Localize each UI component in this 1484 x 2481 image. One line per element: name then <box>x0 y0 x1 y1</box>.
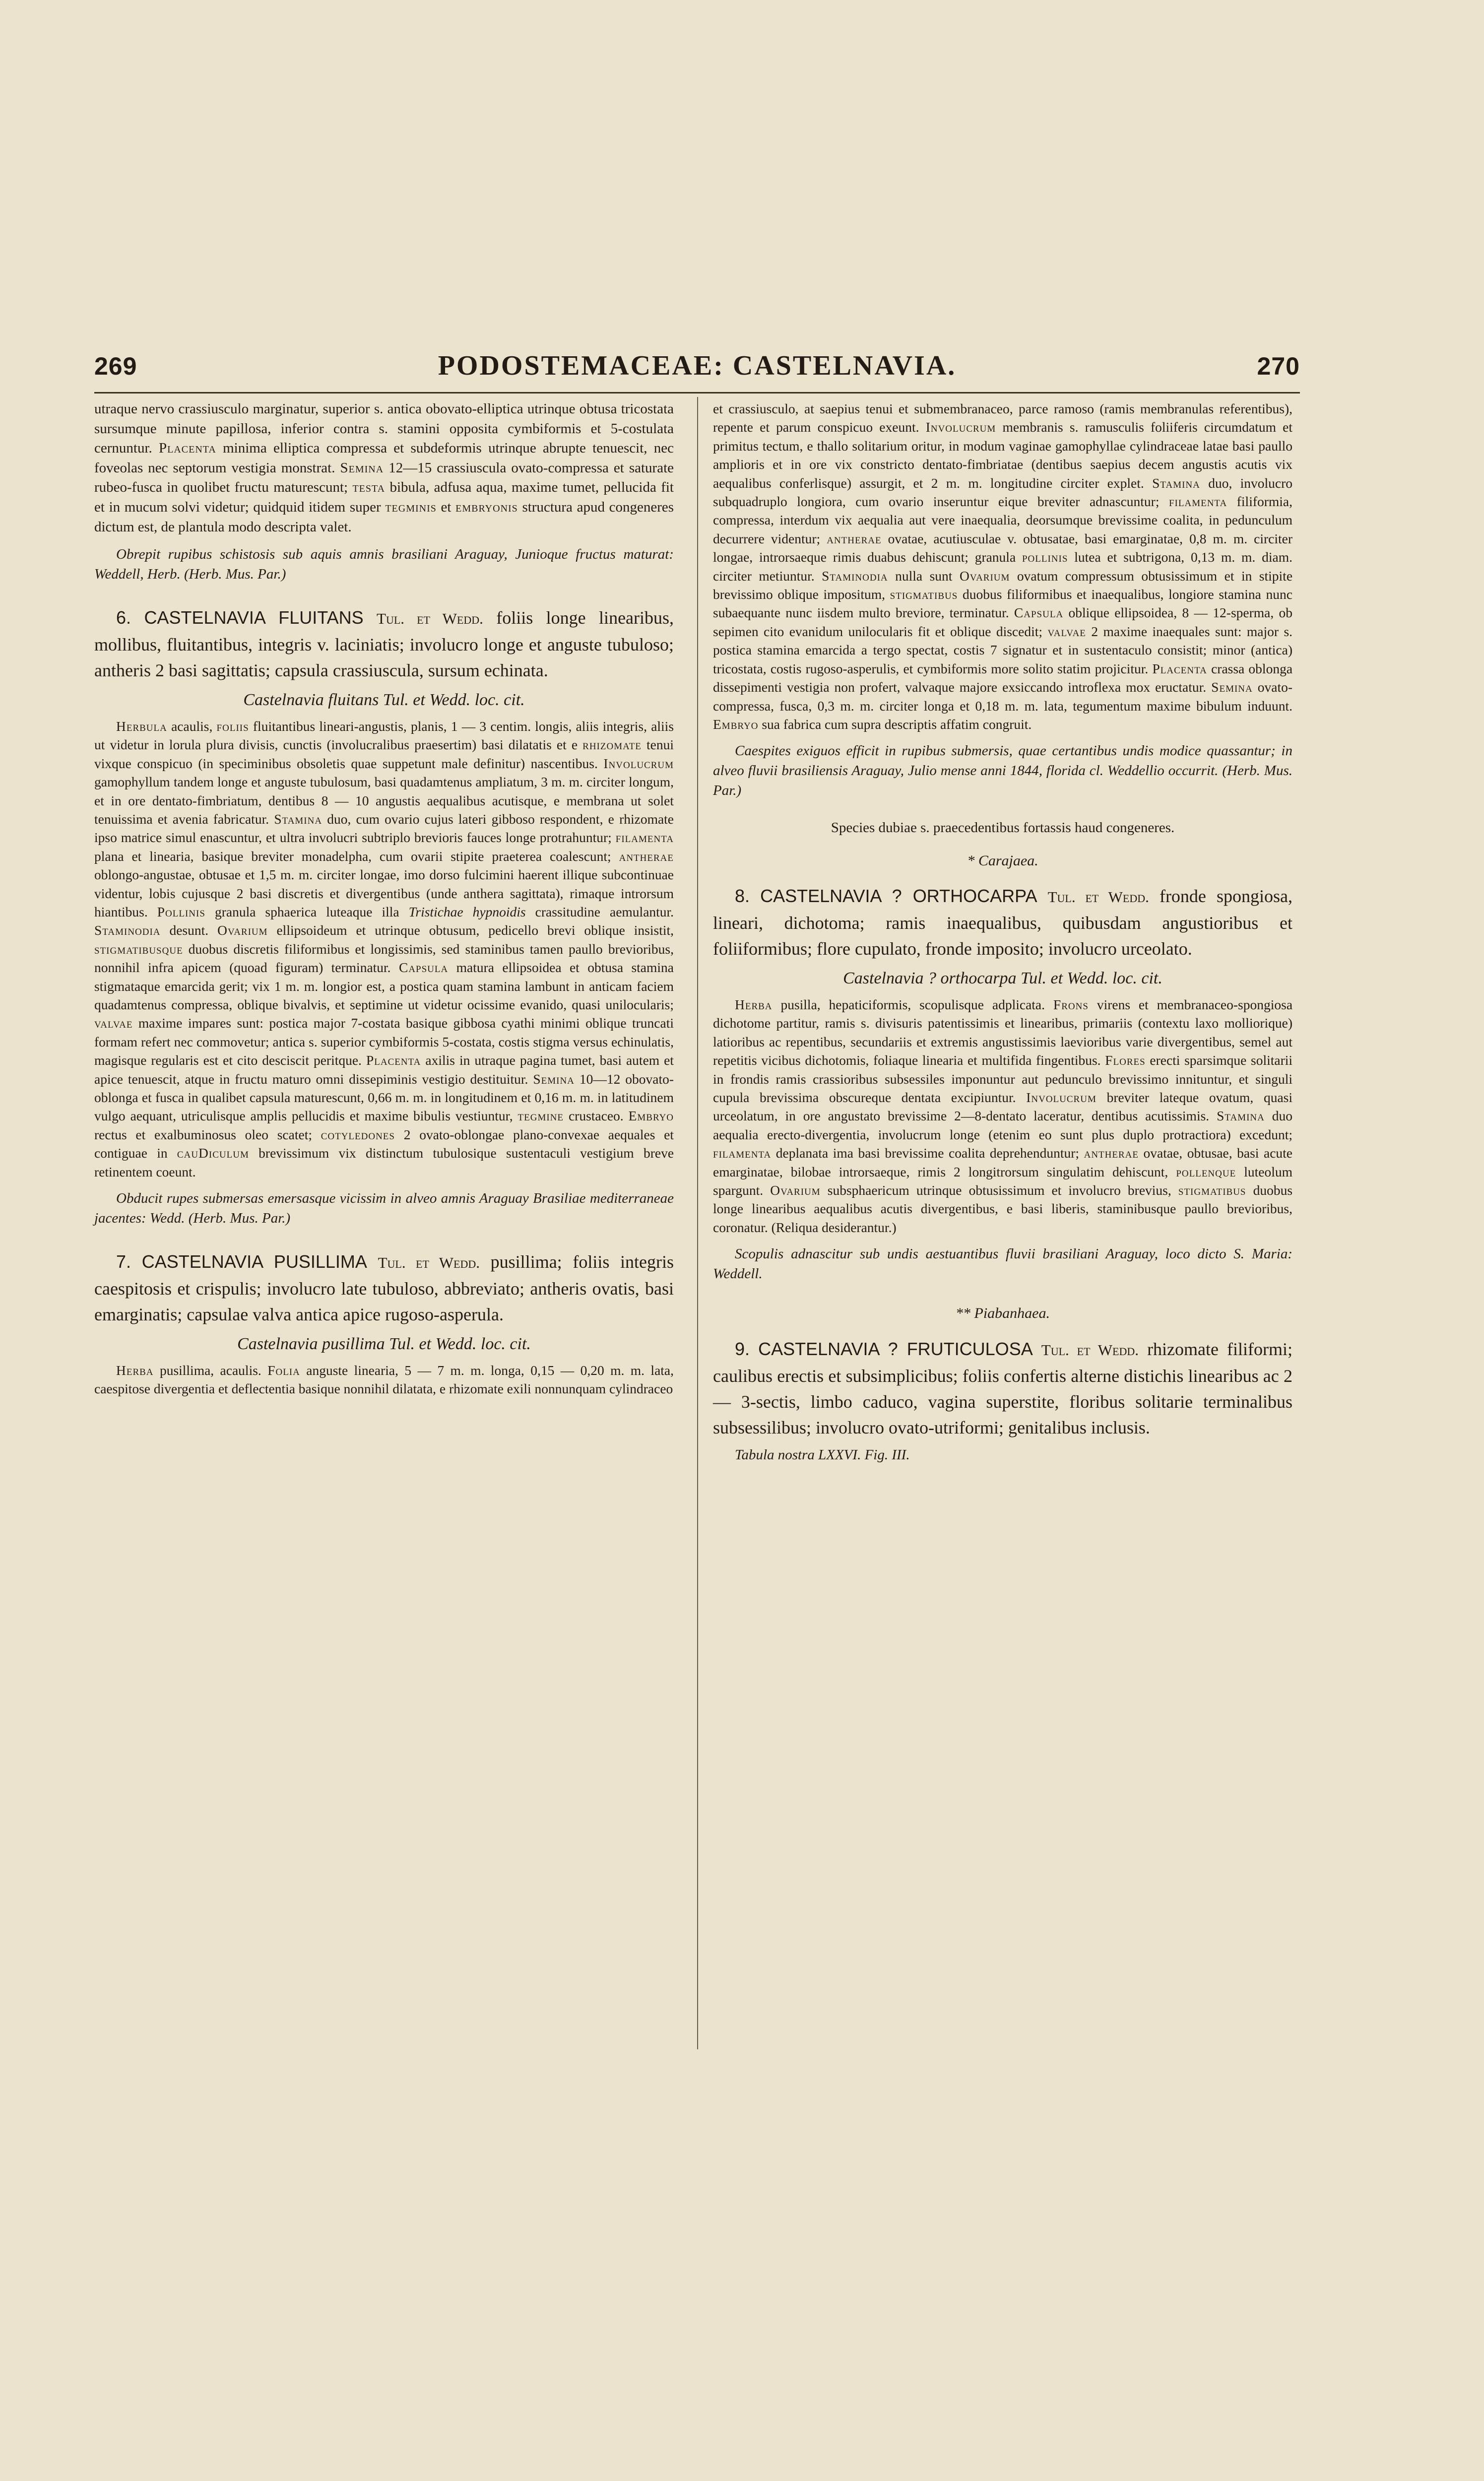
section-carajaea: * Carajaea. <box>967 852 1038 869</box>
running-header <box>94 350 1300 385</box>
species-8-heading: 8. CASTELNAVIA ? ORTHOCARPA Tul. et Wedd. fronde spongiosa, lineari, dichotoma; ramis inaequalibus, quibusdam angustioribus et foliiformibus; flore cupulato, fronde imposito; involucro urceolato. <box>713 886 1293 959</box>
column-divider <box>697 397 698 2049</box>
continued-paragraph: utraque nervo crassiusculo marginatur, superior s. antica obovato-elliptica utrinque obtusa tricostata sursumque minute papillosa, inferior contra s. stamini opposita cymbiformis et 5-costulata cernuntur. Placenta minima elliptica compressa et subdeformis utrinque abrupte tenuescit, nec foveolas nec septorum vestigia monstrat. Semina 12—15 crassiuscula ovato-compressa et saturate rubeo-fusca in quolibet fructu maturescunt; testa bibula, adfusa aqua, maxime tumet, pellucida fit et in mucum solvi videtur; quidquid itidem super tegminis et embryonis structura apud congeneres dictum est, de plantula modo descripta valet. <box>94 401 674 535</box>
species-8-synonym: Castelnavia ? orthocarpa Tul. et Wedd. loc. cit. <box>843 969 1162 988</box>
species-7-description-continued: et crassiusculo, at saepius tenui et submembranaceo, parce ramoso (ramis membranulas referentibus), repente et parum conspicuo exeunt. Involucrum membranis s. ramusculis foliiferis circumdatum et primitus tectum, e thallo solitarium oritur, in modum vaginae gamophyllae cylindraceae latae basi paullo amplioris et in ore vix constricto dentato-fimbriatae (dentibus saepius decem angustis acutis vix aequalibus conferlisque) assurgit, et 2 m. m. longitudine circiter explet. Stamina duo, involucro subquadruplo longiora, cum ovario inseruntur eique breviter adnascuntur; filamenta filiformia, compressa, interdum vix aequalia aut vere inaequalia, deorsumque brevissime coalita, in pedunculum decurrere videntur; antherae ovatae, acutiusculae v. obtusatae, basi emarginatae, 0,8 m. m. circiter longae, introrsaeque rimis duabus dehiscunt; granula pollinis lutea et subtrigona, 0,13 m. m. diam. circiter metiuntur. Staminodia nulla sunt Ovarium ovatum compressum obtusissimum et in stipite brevissimo oblique impositum, stigmatibus duobus filiformibus et inaequalibus, longiore stamina nunc subaequante nunc iisdem multo breviore, terminatur. Capsula oblique ellipsoidea, 8 — 12-sperma, ob sepimen cito evanidum unilocularis fit et oblique discedit; valvae 2 maxime inaequales sunt: major s. postica stamina emarcida a tergo spectat, costis 7 signatur et in sustentaculo consistit; minor (antica) tricostata, costis rugoso-asperulis, et cymbiformis more solito statim projicitur. Placenta crassa oblonga dissepimenti vestigia non profert, valvaque majore exsiccando introflexa mox eructatur. Semina ovato-compressa, fusca, 0,3 m. m. circiter longa et 0,18 m. m. lata, tegumentum maxime bibulum induunt. Embryo sua fabrica cum supra descriptis affatim congruit. <box>713 401 1293 732</box>
habitat-note-7: Caespites exiguos efficit in rupibus submersis, quae certantibus undis modice quassantur; in alveo fluvii brasiliensis Araguay, Julio mense anni 1844, florida cl. Weddellio occurrit. (Herb. Mus. Par.) <box>713 743 1292 798</box>
species-6-synonym: Castelnavia fluitans Tul. et Wedd. loc. cit. <box>243 691 525 710</box>
species-8-description: Herba pusilla, hepaticiformis, scopulisque adplicata. Frons virens et membranaceo-spongiosa dichotome partitur, ramis s. divisuris patentissimis et linearibus, primariis (contextu laxo molliorique) latioribus ac repentibus, secundariis et extremis angustissimis laevioribus varie divergentibus, semel aut repetitis vicibus dichotomis, foliaque linearia et multifida fingentibus. Flores erecti sparsimque solitarii in frondis ramis crassioribus subsessiles imponuntur aut pedunculo brevissimo innituntur, et singuli cupula brevissima obscureque dentata excipiuntur. Involucrum breviter lateque ovatum, quasi urceolatum, in ore angustato brevissime 2—8-dentato laceratur, dentibus acutissimis. Stamina duo aequalia erecto-divergentia, involucrum longe (etenim eo sunt plus duplo protractiora) excedunt; filamenta deplanata ima basi brevissime coalita deprehenduntur; antherae ovatae, obtusae, basi acute emarginatae, bilobae introrsaeque, rimis 2 longitrorsum singulatim dehiscunt, pollenque luteolum spargunt. Ovarium subsphaericum utrinque obtusissimum et involucro brevius, stigmatibus duobus longe linearibus aequalibus acutis divergentibus, e basi liberis, staminibusque paullo brevioribus, coronatur. (Reliqua desiderantur.) <box>713 996 1293 1235</box>
habitat-note-6: Obducit rupes submersas emersasque vicissim in alveo amnis Araguay Brasiliae mediterraneae jacentes: Wedd. (Herb. Mus. Par.) <box>94 1190 674 1226</box>
dubious-species-note: Species dubiae s. praecedentibus fortassis haud congeneres. <box>831 820 1175 836</box>
running-title: PODOSTEMACEAE: CASTELNAVIA. <box>438 350 957 381</box>
habitat-note-5: Obrepit rupibus schistosis sub aquis amnis brasiliani Araguay, Junioque fructus maturat: Weddell, Herb. (Herb. Mus. Par.) <box>94 546 674 582</box>
species-7-synonym: Castelnavia pusillima Tul. et Wedd. loc. cit. <box>237 1335 531 1354</box>
species-6-heading: 6. CASTELNAVIA FLUITANS Tul. et Wedd. foliis longe linearibus, mollibus, fluitantibus, integris v. laciniatis; involucro longe et anguste tubuloso; antheris 2 basi sagittatis; capsula crassiuscula, sursum echinata. <box>94 607 674 681</box>
species-7-heading: 7. CASTELNAVIA PUSILLIMA Tul. et Wedd. pusillima; foliis integris caespitosis et crispulis; involucro late tubuloso, abbreviato; antheris ovatis, basi emarginatis; capsulae valva antica apice rugoso-asperula. <box>94 1251 674 1325</box>
species-9-heading: 9. CASTELNAVIA ? FRUTICULOSA Tul. et Wedd. rhizomate filiformi; caulibus erectis et subsimplicibus; foliis confertis alterne distichis linearibus ac 2 — 3-sectis, limbo caduco, vagina superstite, floribus solitarie terminalibus subsessilibus; involucro ovato-utriformi; genitalibus inclusis. <box>713 1338 1293 1437</box>
right-page-number: 270 <box>1257 352 1300 380</box>
section-piabanhaea: ** Piabanhaea. <box>956 1305 1050 1322</box>
left-page-number: 269 <box>94 352 137 380</box>
species-6-description: Herbula acaulis, foliis fluitantibus lineari-angustis, planis, 1 — 3 centim. longis, aliis integris, aliis ut videtur in lorula plura divisis, cunctis (involucralibus praesertim) basi dilatatis et e rhizomate tenui vixque conspicuo (in speciminibus obsoletis quae suppetunt male definitur) nascentibus. Involucrum gamophyllum tandem longe et anguste tubulosum, basi quadamtenus ampliatum, 3 m. m. circiter longum, et in ore dentato-fimbriatum, dentibus 8 — 10 angustis aequalibus acutisque, e membrana ut solet tenuissima et avenia fabricatur. Stamina duo, cum ovario cujus lateri gibboso respondent, e rhizomate ipso matrice simul enascuntur, et ultra involucri subtriplo brevioris fauces longe protrahuntur; filamenta plana et linearia, basique breviter monadelpha, cum ovarii stipite praeterea coalescunt; antherae oblongo-angustae, obtusae et 1,5 m. m. circiter longae, imo dorso fulcimini haerent illique subcontinuae videntur, lobis cujusque 2 basi discretis et divergentibus (unde anthera sagittata), rimaque introrsum hiantibus. Pollinis granula sphaerica luteaque illa Tristichae hypnoidis crassitudine aemulantur. Staminodia desunt. Ovarium ellipsoideum et utrinque obtusum, pedicello brevi oblique insistit, stigmatibusque duobus discretis filiformibus et longissimis, sed staminibus tamen paullo brevioribus, nonnihil infra apicem (quoad figuram) terminatur. Capsula matura ellipsoidea et obtusa stamina stigmataque emarcida gerit; vix 1 m. m. longior est, a postica quam stamina lambunt in anticam faciem quadamtenus compressa, oblique bivalvis, et septimine ut videtur ocissime evanido, quasi unilocularis; valvae maxime impares sunt: postica major 7-costata basique gibbosa cyathi minimi oblique truncati formam refert nec commovetur; antica s. superior cymbiformis 5-costata, costis stigma versus echinulatis, magisque regularis est et cito desciscit peritque. Placenta axilis in utraque pagina tumet, basi autem et apice tenuescit, atque in fructu maturo omni dissepiminis vestigio destituitur. Semina 10—12 obovato-oblonga et fusca in qualibet capsula maturescunt, 0,66 m. m. in longitudinem et 0,16 m. m. in latitudinem vulgo aequant, utriculisque amplis pellucidis et maxime bibulis vestiuntur, tegmine crustaceo. Embryo rectus et exalbuminosus oleo scatet; cotyledones 2 ovato-oblongae plano-convexae aequales et contiguae in cauDiculum brevissimum vix distinctum tubulosique sustentaculi vestigium breve retinentem coeunt. <box>94 718 674 1179</box>
habitat-note-8: Scopulis adnascitur sub undis aestuantibus fluvii brasiliani Araguay, loco dicto S. Maria: Weddell. <box>713 1246 1292 1282</box>
left-column <box>94 399 674 1398</box>
right-column <box>713 399 1292 1465</box>
species-7-description: Herba pusillima, acaulis. Folia anguste linearia, 5 — 7 m. m. longa, 0,15 — 0,20 m. m. lata, caespitose divergentia et deflectentia basique nonnihil dilatata, e rhizomate exili nonnunquam cylindraceo <box>94 1362 674 1397</box>
header-rule <box>94 392 1300 393</box>
plate-reference: Tabula nostra LXXVI. Fig. III. <box>735 1446 910 1463</box>
